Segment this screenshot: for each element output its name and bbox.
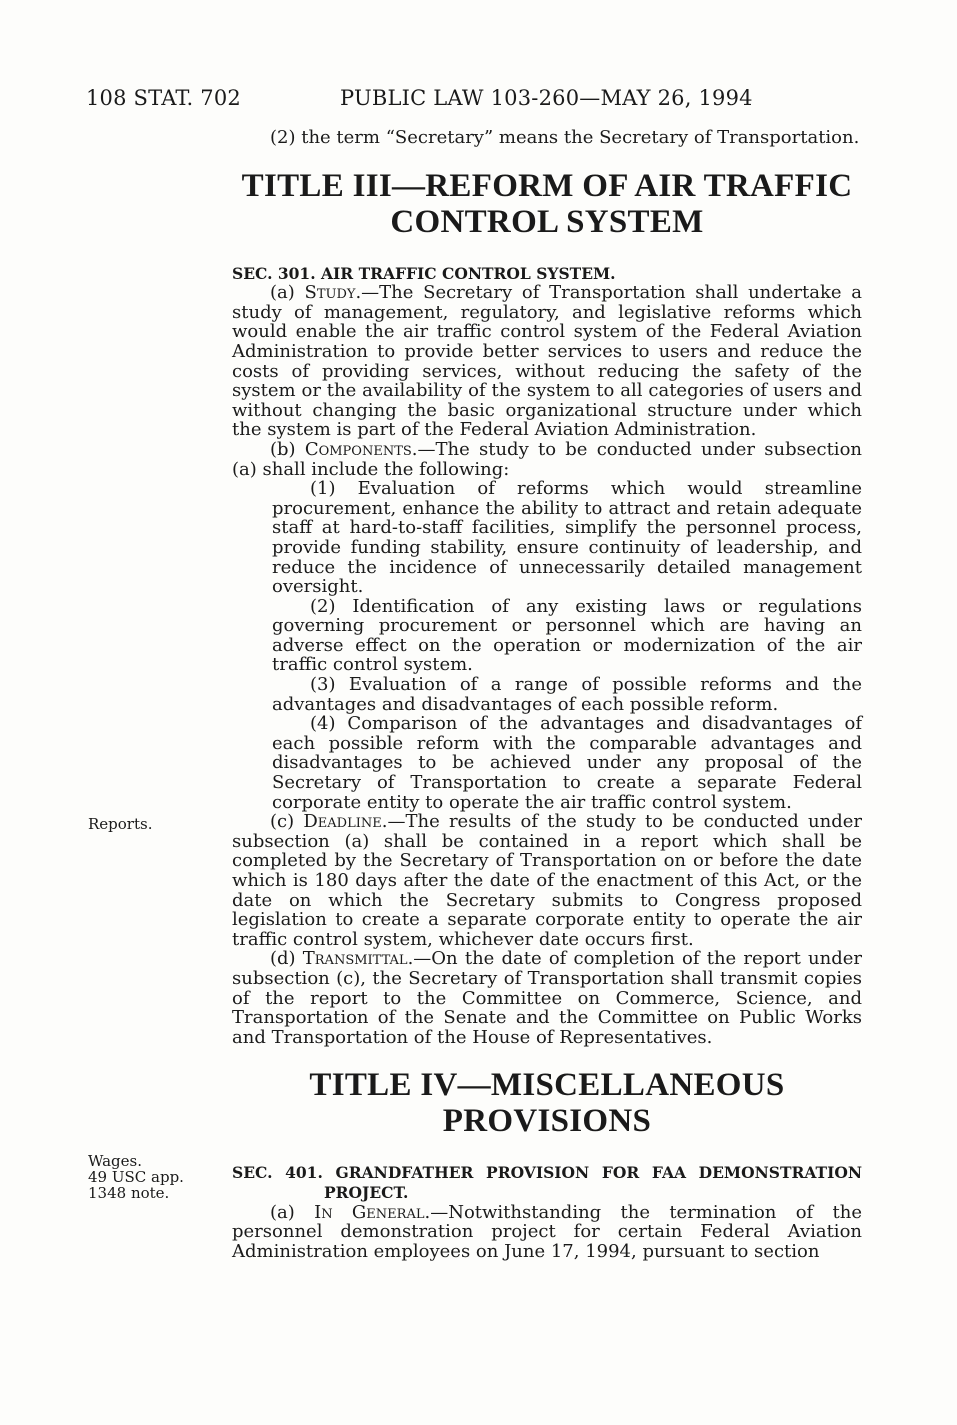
subsection-c-deadline: (c) Deadline.—The results of the study to be conducted under subsection (a) shall be contained in a report which shall be completed by the Secretary of Transportation on or before the date which is 180 days after the date of the enactment of this Act, or the date on which the Secretary submits to Congress proposed legislation to create a separate corporate entity to operate the air traffic control system, whichever date occurs first. (232, 811, 862, 950)
margin-note-wages (88, 1153, 184, 1201)
subsection-caption: Deadline. (303, 811, 388, 833)
margin-note-line: 1348 note. (88, 1184, 170, 1202)
margin-note-line: Wages. (88, 1152, 143, 1170)
title-iii-heading: TITLE III—REFORM OF AIR TRAFFIC CONTROL SYSTEM (241, 167, 853, 240)
component-item-1: (1) Evaluation of reforms which would streamline procurement, enhance the ability to attract and retain adequate staff at hard-to-staff facilities, simplify the personnel process, provide funding stability, ensure continuity of leadership, and reduce the incidence of unnecessarily detailed management oversight. (272, 478, 862, 598)
subsection-d-transmittal: (d) Transmittal.—On the date of completion of the report under subsection (c), the Secretary of Transportation shall transmit copies of the report to the Committee on Commerce, Science, and Transportation of the Senate and the Committee on Public Works and Transportation of the House of Representatives. (232, 948, 862, 1048)
subsection-caption: Components. (304, 438, 418, 460)
subsection-caption: Study. (304, 282, 362, 304)
subsection-caption: In General. (314, 1201, 431, 1223)
section-301-heading: SEC. 301. AIR TRAFFIC CONTROL SYSTEM. (232, 263, 616, 283)
running-head: PUBLIC LAW 103-260—MAY 26, 1994 (340, 86, 753, 110)
document-body (232, 128, 862, 1261)
subsection-caption: Transmittal. (302, 948, 414, 970)
subsection-b-components: (b) Components.—The study to be conducted under subsection (a) shall include the following: (232, 438, 862, 480)
margin-note-line: 49 USC app. (88, 1168, 184, 1186)
component-item-3: (3) Evaluation of a range of possible reforms and the advantages and disadvantages of each possible reform. (272, 674, 862, 715)
subsection-a-in-general: (a) In General.—Notwithstanding the termination of the personnel demonstration project for certain Federal Aviation Administration employees on June 17, 1994, pursuant to section (232, 1201, 862, 1262)
subsection-a-study: (a) Study.—The Secretary of Transportation shall undertake a study of management, regulatory, and legislative reforms which would enable the air traffic control system of the Federal Aviation Administration to provide better services to users and reduce the costs of providing services, without reducing the safety of the system or the availability of the system to all categories of users and without changing the basic organizational structure under which the system is part of the Federal Aviation Administration. (232, 282, 862, 441)
title-iv-heading: TITLE IV—MISCELLANEOUS PROVISIONS (309, 1067, 785, 1140)
margin-note-reports: Reports. (88, 815, 153, 833)
definition-paragraph: (2) the term “Secretary” means the Secretary of Transportation. (270, 127, 860, 148)
section-401-heading: SEC. 401. GRANDFATHER PROVISION FOR FAA DEMONSTRATION PROJECT. (232, 1163, 862, 1202)
component-item-4: (4) Comparison of the advantages and disadvantages of each possible reform with the comparable advantages and disadvantages to be achieved under any proposal of the Secretary of Transportation to create a separate Federal corporate entity to operate the air traffic control system. (272, 713, 862, 813)
statute-page-number: 108 STAT. 702 (86, 86, 241, 110)
component-item-2: (2) Identification of any existing laws or regulations governing procurement or personnel which are having an adverse effect on the operation or modernization of the air traffic control system. (272, 595, 862, 676)
